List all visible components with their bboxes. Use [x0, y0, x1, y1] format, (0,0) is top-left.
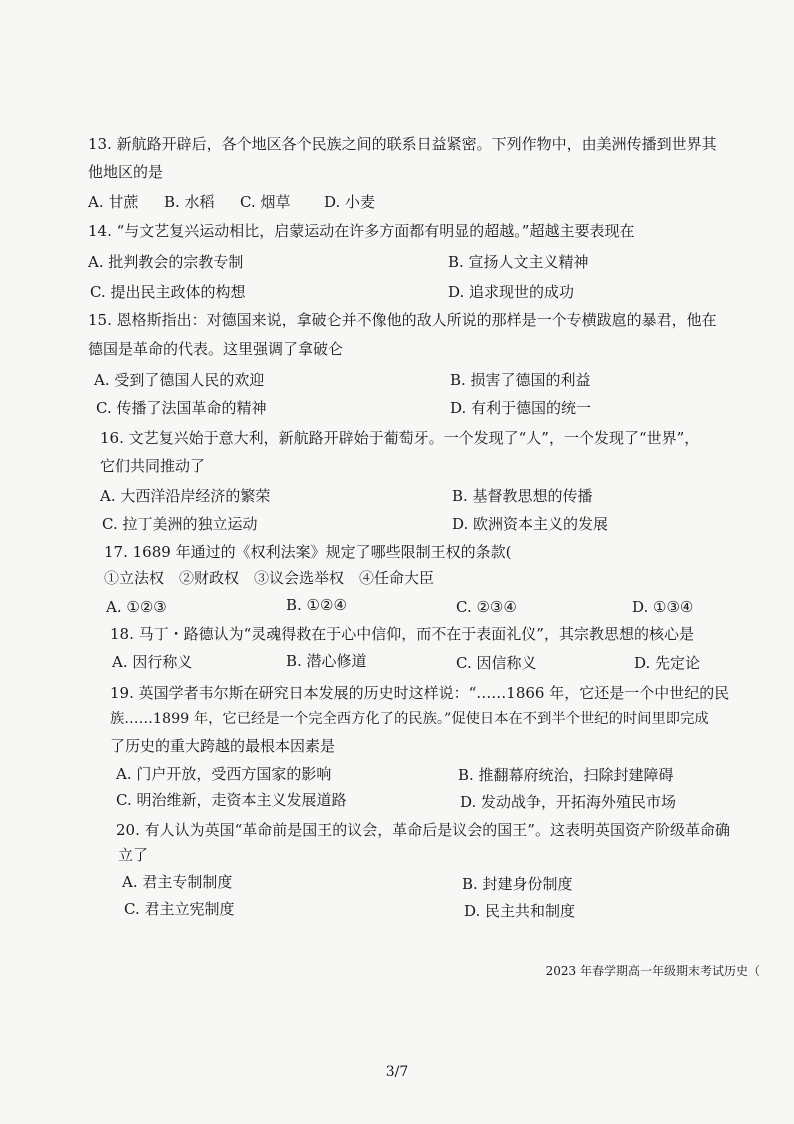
question-16-option-c: C. 拉丁美洲的独立运动 — [102, 515, 258, 533]
question-14-option-c: C. 提出民主政体的构想 — [90, 283, 246, 301]
question-13-option-a: A. 甘蔗 — [88, 193, 139, 211]
question-19-option-d: D. 发动战争，开拓海外殖民市场 — [460, 793, 677, 811]
page-number: 3/7 — [385, 1064, 409, 1080]
question-17-option-c: C. ②③④ — [456, 598, 517, 616]
question-14-option-d: D. 追求现世的成功 — [448, 283, 575, 301]
exam-footer: 2023 年春学期高一年级期末考试历史（ — [545, 964, 760, 978]
question-13-option-c: C. 烟草 — [240, 193, 291, 211]
question-18-option-c: C. 因信称义 — [456, 654, 537, 672]
question-15-stem-line-1: 15. 恩格斯指出：对德国来说，拿破仑并不像他的敌人所说的那样是一个专横跋扈的暴君，他在 — [88, 311, 717, 329]
question-20-option-c: C. 君主立宪制度 — [124, 900, 235, 918]
question-19-option-a: A. 门户开放，受西方国家的影响 — [116, 765, 332, 783]
question-19-stem-line-3: 了历史的重大跨越的最根本因素是 — [110, 737, 336, 755]
question-13-option-d: D. 小麦 — [324, 193, 376, 211]
question-14-option-a: A. 批判教会的宗教专制 — [88, 253, 244, 271]
question-17-option-a: A. ①②③ — [106, 598, 167, 616]
question-16-option-a: A. 大西洋沿岸经济的繁荣 — [100, 487, 271, 505]
question-17-option-b: B. ①②④ — [286, 596, 347, 614]
question-14-stem-line-1: 14. “与文艺复兴运动相比，启蒙运动在许多方面都有明显的超越。”超越主要表现在 — [88, 222, 635, 240]
question-20-stem-line-2: 立了 — [118, 846, 149, 864]
question-18-option-d: D. 先定论 — [634, 654, 701, 672]
question-20-stem-line-1: 20. 有人认为英国“革命前是国王的议会，革命后是议会的国王”。这表明英国资产阶级革命确 — [116, 821, 730, 839]
question-16-stem-line-1: 16. 文艺复兴始于意大利，新航路开辟始于葡萄牙。一个发现了“人”，一个发现了“世界”， — [100, 429, 700, 447]
question-14-option-b: B. 宣扬人文主义精神 — [448, 253, 589, 271]
question-17-stem-line-1: 17. 1689 年通过的《权利法案》规定了哪些限制王权的条款( — [104, 543, 512, 561]
question-18-option-b: B. 潜心修道 — [286, 652, 367, 670]
question-16-stem-line-2: 它们共同推动了 — [100, 457, 206, 475]
question-13-option-b: B. 水稻 — [164, 193, 215, 211]
question-19-stem-line-1: 19. 英国学者韦尔斯在研究日本发展的历史时这样说：“……1866 年，它还是一个中世纪的民 — [110, 684, 730, 702]
question-20-option-a: A. 君主专制制度 — [122, 873, 233, 891]
question-19-stem-line-2: 族……1899 年，它已经是一个完全西方化了的民族。”促使日本在不到半个世纪的时间里即完成 — [110, 711, 709, 727]
question-18-option-a: A. 因行称义 — [112, 653, 193, 671]
question-15-stem-line-2: 德国是革命的代表。这里强调了拿破仑 — [88, 340, 344, 358]
question-20-option-d: D. 民主共和制度 — [464, 902, 576, 920]
question-15-option-d: D. 有利于德国的统一 — [450, 399, 592, 417]
question-19-option-c: C. 明治维新，走资本主义发展道路 — [116, 791, 347, 809]
question-17-option-d: D. ①③④ — [632, 598, 694, 616]
question-15-option-c: C. 传播了法国革命的精神 — [96, 399, 267, 417]
question-18-stem-line-1: 18. 马丁・路德认为“灵魂得救在于心中信仰，而不在于表面礼仪”，其宗教思想的核心是 — [110, 625, 694, 643]
question-19-option-b: B. 推翻幕府统治，扫除封建障碍 — [458, 766, 674, 784]
question-13-stem-line-1: 13. 新航路开辟后，各个地区各个民族之间的联系日益紧密。下列作物中，由美洲传播到世界其 — [88, 135, 717, 153]
question-15-option-a: A. 受到了德国人民的欢迎 — [94, 371, 265, 389]
question-13-stem-line-2: 他地区的是 — [88, 163, 164, 181]
question-16-option-d: D. 欧洲资本主义的发展 — [452, 515, 609, 533]
question-17-items: ①立法权 ②财政权 ③议会选举权 ④任命大臣 — [104, 569, 435, 587]
question-15-option-b: B. 损害了德国的利益 — [450, 371, 591, 389]
question-16-option-b: B. 基督教思想的传播 — [452, 487, 593, 505]
question-20-option-b: B. 封建身份制度 — [462, 875, 573, 893]
